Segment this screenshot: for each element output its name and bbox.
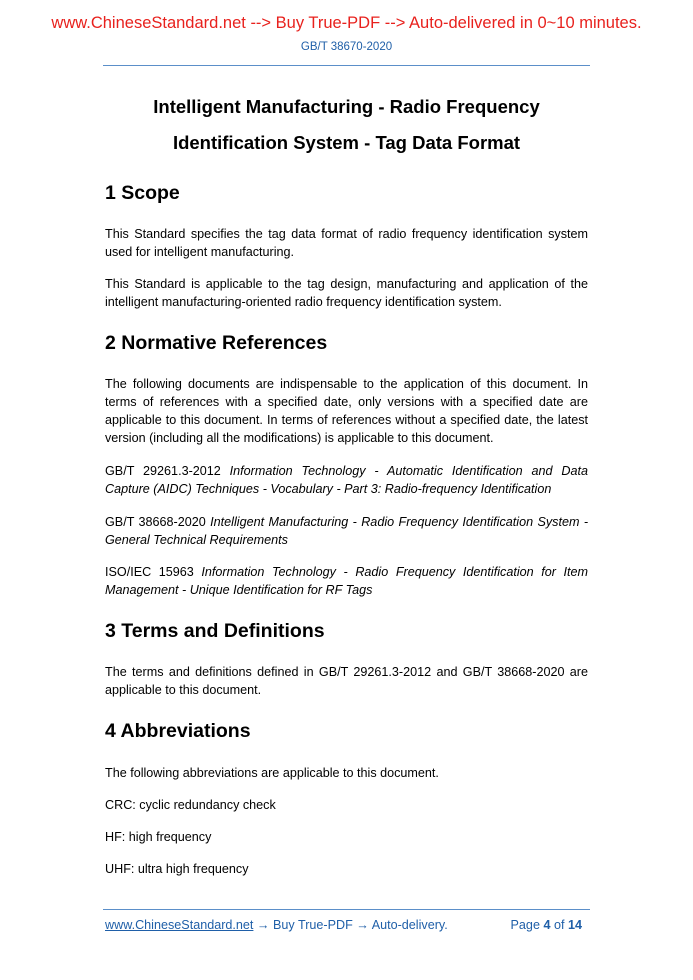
reference-item	[105, 462, 588, 498]
abbreviation-item: HF: high frequency	[105, 830, 212, 844]
section-heading-scope: 1 Scope	[105, 182, 180, 204]
promo-banner[interactable]: www.ChineseStandard.net --> Buy True-PDF --> Auto-delivered in 0~10 minutes.	[51, 14, 642, 32]
page-indicator: Page 4 of 14	[510, 918, 582, 932]
normative-intro-paragraph: The following documents are indispensable to the application of this document. In terms of references with a specified date, only versions with a specified date are applicable to this document. In terms of references without a specified date, the latest version (including all the modifications) is applicable to this document.	[105, 377, 588, 445]
section-heading-normative-references: 2 Normative References	[105, 332, 328, 354]
header-divider	[103, 65, 590, 66]
section-heading-abbreviations: 4 Abbreviations	[105, 720, 251, 742]
reference-code: GB/T 38668-2020	[105, 515, 206, 529]
footer	[105, 918, 588, 932]
document-title-line1: Intelligent Manufacturing - Radio Frequency	[153, 96, 540, 117]
reference-title: Information Technology - Automatic Identification and Data Capture (AIDC) Techniques - Vocabulary - Part 3: Radio-frequency Identification	[105, 464, 588, 496]
page-total: 14	[567, 918, 582, 932]
scope-paragraph-2: This Standard is applicable to the tag design, manufacturing and application of the intelligent manufacturing-oriented radio frequency identification system.	[105, 277, 588, 309]
document-number: GB/T 38670-2020	[300, 41, 393, 53]
reference-item	[105, 513, 588, 549]
document-title-line2: Identification System - Tag Data Format	[172, 132, 521, 153]
section-heading-terms: 3 Terms and Definitions	[105, 620, 325, 642]
reference-code: GB/T 29261.3-2012	[105, 464, 221, 478]
reference-title: Intelligent Manufacturing - Radio Frequency Identification System - General Technical Requirements	[105, 515, 589, 547]
terms-paragraph: The terms and definitions defined in GB/T 29261.3-2012 and GB/T 38668-2020 are applicable to this document.	[105, 665, 588, 697]
footer-text: → Buy True-PDF → Auto-delivery.	[253, 918, 448, 932]
page-current: 4	[543, 918, 551, 932]
footer-divider	[103, 909, 590, 910]
reference-code: ISO/IEC 15963	[105, 565, 194, 579]
footer-link[interactable]: www.ChineseStandard.net	[105, 918, 254, 932]
abbreviation-item: CRC: cyclic redundancy check	[105, 798, 276, 812]
reference-title: Information Technology - Radio Frequency Identification for Item Management - Unique Identification for RF Tags	[105, 565, 588, 597]
abbreviations-intro: The following abbreviations are applicable to this document.	[105, 766, 439, 780]
reference-item	[105, 563, 588, 599]
scope-paragraph-1: This Standard specifies the tag data format of radio frequency identification system used for intelligent manufacturing.	[105, 227, 588, 259]
abbreviation-item: UHF: ultra high frequency	[105, 862, 249, 876]
